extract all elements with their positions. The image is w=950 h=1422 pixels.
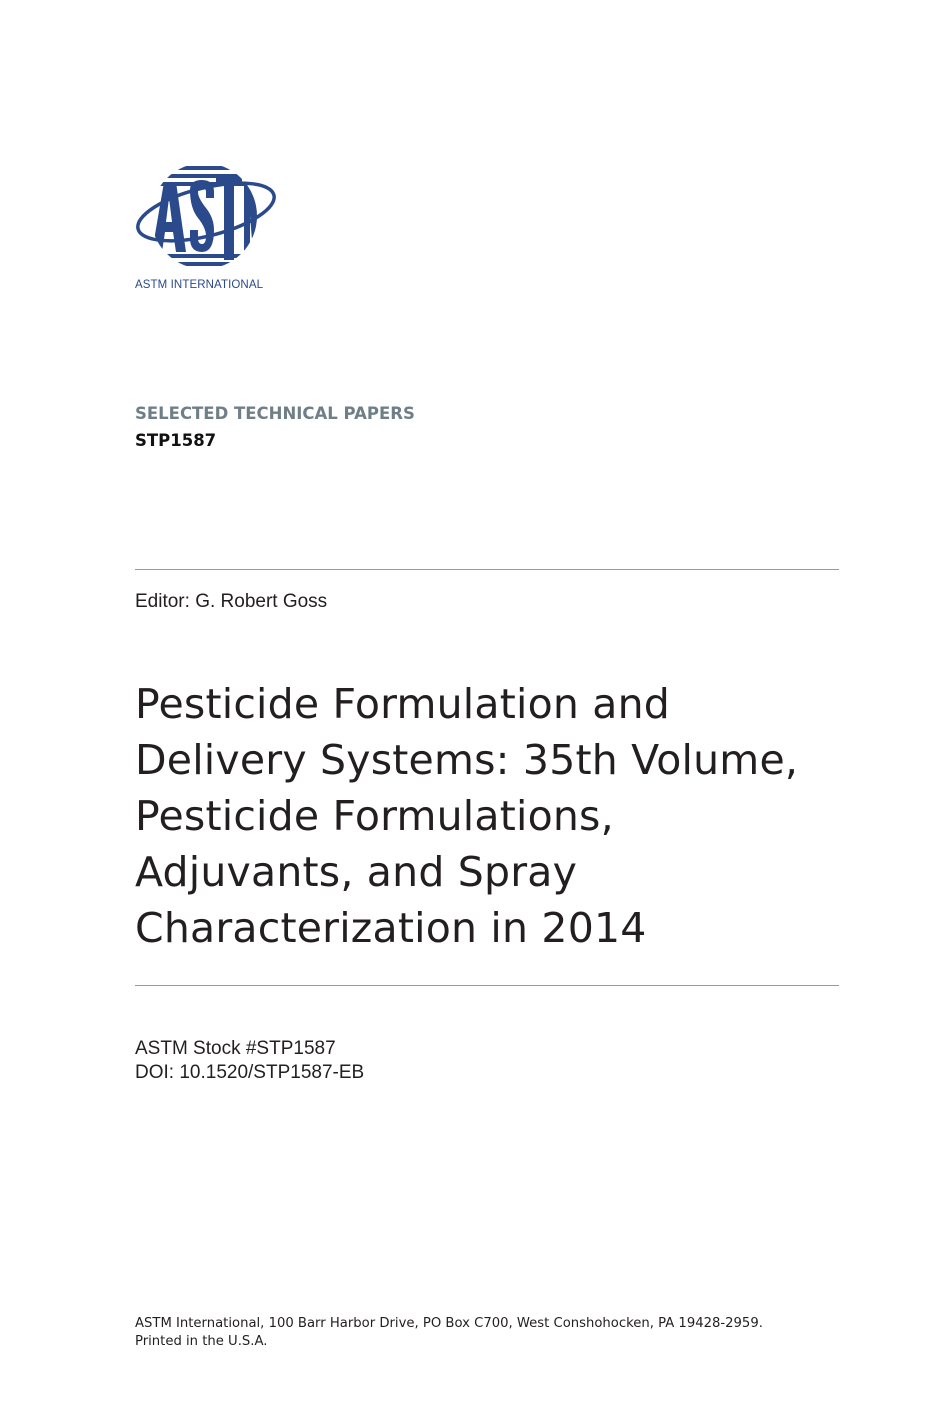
divider-bottom bbox=[135, 985, 839, 986]
title-line: Delivery Systems: 35th Volume, bbox=[135, 736, 799, 784]
logo-wordmark: ASTM INTERNATIONAL bbox=[135, 279, 264, 291]
series-label: SELECTED TECHNICAL PAPERS bbox=[135, 404, 415, 423]
printed-in: Printed in the U.S.A. bbox=[135, 1334, 268, 1349]
publisher-address: ASTM International, 100 Barr Harbor Drive, PO Box C700, West Conshohocken, PA 19428-2959. bbox=[135, 1316, 763, 1331]
astm-logo-mark bbox=[134, 160, 279, 275]
editor-credit: Editor: G. Robert Goss bbox=[135, 591, 328, 612]
publication-meta bbox=[135, 1037, 364, 1085]
book-title bbox=[135, 676, 850, 956]
title-line: Characterization in 2014 bbox=[135, 904, 647, 952]
doi: DOI: 10.1520/STP1587-EB bbox=[135, 1062, 365, 1083]
title-line: Pesticide Formulations, bbox=[135, 792, 614, 840]
series-number: STP1587 bbox=[135, 431, 217, 450]
title-line: Pesticide Formulation and bbox=[135, 680, 671, 728]
publisher-footer bbox=[135, 1315, 763, 1351]
title-line: Adjuvants, and Spray bbox=[135, 848, 578, 896]
stock-number: ASTM Stock #STP1587 bbox=[135, 1038, 336, 1059]
divider-top bbox=[135, 569, 839, 570]
astm-logo bbox=[134, 160, 279, 275]
